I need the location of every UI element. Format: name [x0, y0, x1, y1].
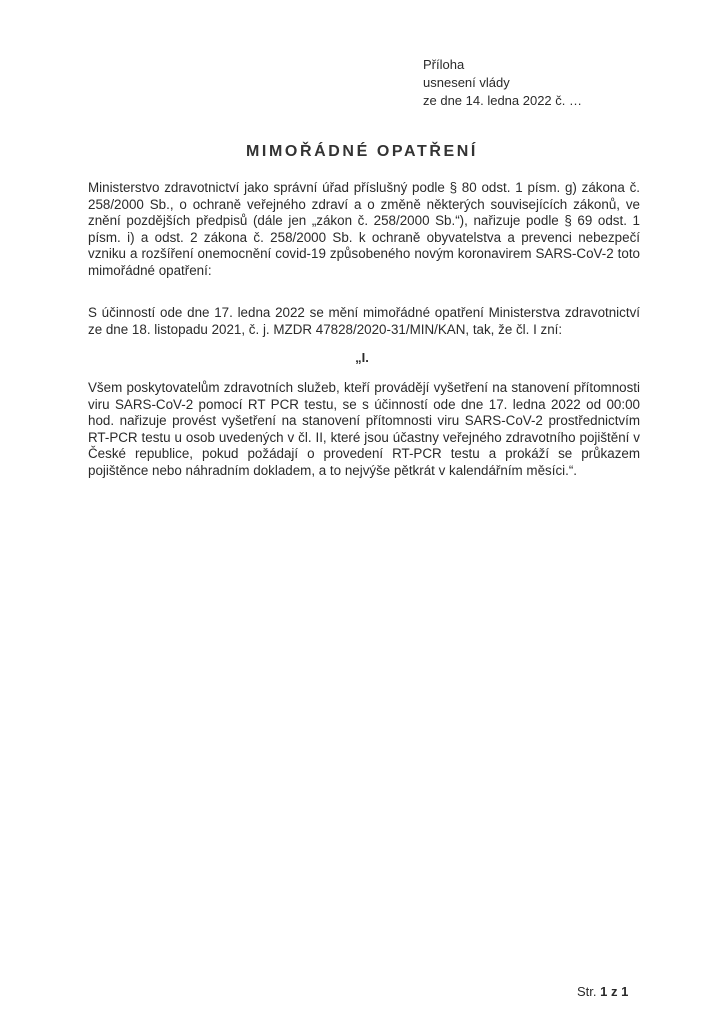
current-page: 1 — [600, 984, 608, 999]
annex-header — [423, 56, 582, 110]
amendment-paragraph: S účinností ode dne 17. ledna 2022 se mění mimořádné opatření Ministerstva zdravotnictví ze dne 18. listopadu 2021, č. j. MZDR 47828/2020-31/MIN/KAN, tak, že čl. I zní: — [88, 305, 640, 337]
document-title: MIMOŘÁDNÉ OPATŘENÍ — [246, 143, 478, 160]
annex-resolution: usnesení vlády — [423, 75, 510, 90]
intro-paragraph: Ministerstvo zdravotnictví jako správní úřad příslušný podle § 80 odst. 1 písm. g) zákona č. 258/2000 Sb., o ochraně veřejného zdraví a o změně některých souvisejících zákonů, ve znění pozdějších předpisů (dále jen „zákon č. 258/2000 Sb.“), nařizuje podle § 69 odst. 1 písm. i) a odst. 2 zákona č. 258/2000 Sb. k ochraně obyvatelstva a prevenci nebezpečí vzniku a rozšíření onemocnění covid-19 způsobeného novým koronavirem SARS-CoV-2 toto mimořádné opatření: — [88, 180, 640, 278]
page-prefix: Str. — [577, 984, 597, 999]
page-separator: z — [611, 984, 618, 999]
article-heading: „I. — [355, 350, 369, 365]
annex-label: Příloha — [423, 57, 465, 72]
page-number — [577, 984, 628, 999]
article-paragraph: Všem poskytovatelům zdravotních služeb, kteří provádějí vyšetření na stanovení přítomnosti viru SARS-CoV-2 pomocí RT PCR testu, se s účinností ode dne 17. ledna 2022 od 00:00 hod. nařizuje provést vyšetření na stanovení přítomnosti viru SARS-CoV-2 prostřednictvím RT-PCR testu u osob uvedených v čl. II, které jsou účastny veřejného zdravotního pojištění v České republice, pokud požádají o provedení RT-PCR testu a prokáží se průkazem pojištěnce nebo náhradním dokladem, a to nejvýše pětkrát v kalendářním měsíci.“. — [88, 380, 640, 478]
total-pages: 1 — [621, 984, 629, 999]
annex-date: ze dne 14. ledna 2022 č. … — [423, 93, 583, 108]
